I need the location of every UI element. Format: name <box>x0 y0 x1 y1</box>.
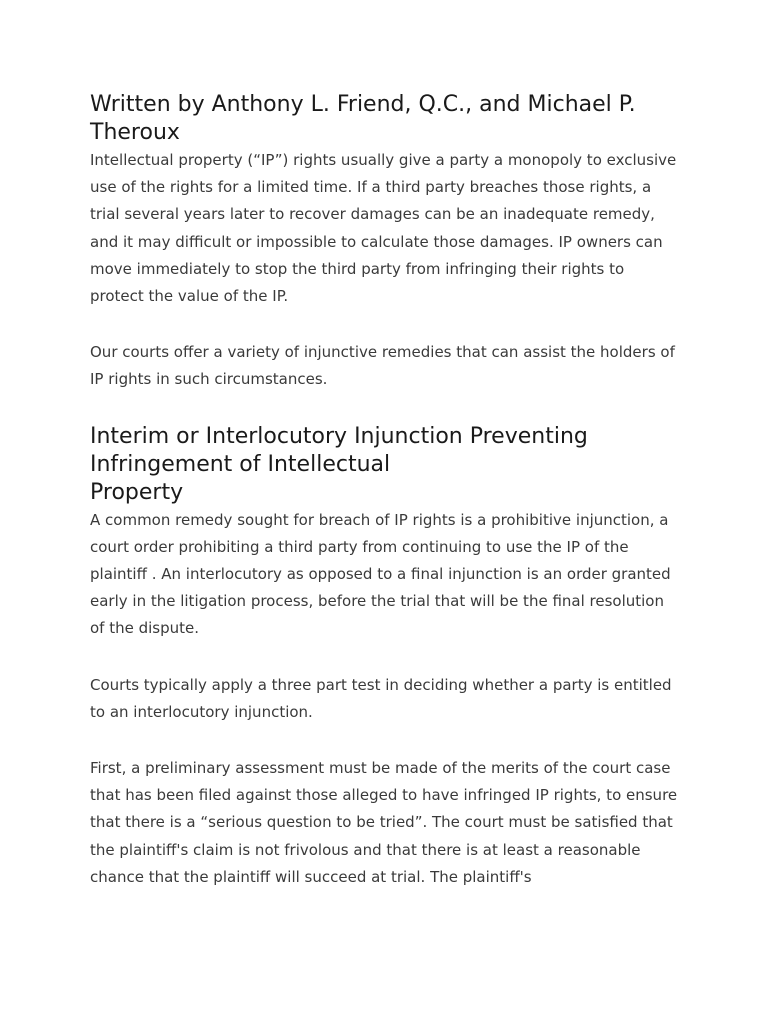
section-spacer <box>90 394 682 423</box>
section-heading-line-3: Property <box>90 479 184 505</box>
paragraph-spacer <box>90 726 682 755</box>
section-heading-line-1: Interim or Interlocutory Injunction Preventing <box>90 423 588 449</box>
byline-heading: Written by Anthony L. Friend, Q.C., and Michael P. Theroux <box>90 92 636 145</box>
document-page <box>90 91 682 891</box>
section-paragraph-2: Courts typically apply a three part test in deciding whether a party is entitled to an interlocutory injunction. <box>90 675 672 721</box>
intro-paragraph-1: Intellectual property (“IP”) rights usually give a party a monopoly to exclusive use of the rights for a limited time. If a third party breaches those rights, a trial several years later to recover damages can be an inadequate remedy, and it may difficult or impossible to calculate those damages. IP owners can move immediately to stop the third party from infringing their rights to protect the value of the IP. <box>90 151 677 306</box>
section-heading-line-2: Infringement of Intellectual <box>90 451 391 477</box>
paragraph-spacer <box>90 310 682 339</box>
section-paragraph-1: A common remedy sought for breach of IP rights is a prohibitive injunction, a court order prohibiting a third party from continuing to use the IP of the plaintiff . An interlocutory as opposed to a final injunction is an order granted early in the litigation process, before the trial that will be the final resolution of the dispute. <box>90 510 671 638</box>
paragraph-spacer <box>90 643 682 672</box>
section-paragraph-3: First, a preliminary assessment must be made of the merits of the court case that has been filed against those alleged to have infringed IP rights, to ensure that there is a “serious question to be tried”. The court must be satisfied that the plaintiff's claim is not frivolous and that there is at least a reasonable chance that the plaintiff will succeed at trial. The plaintiff's <box>90 759 678 886</box>
section-heading <box>90 423 682 507</box>
intro-paragraph-2: Our courts offer a variety of injunctive remedies that can assist the holders of IP rights in such circumstances. <box>90 343 675 389</box>
